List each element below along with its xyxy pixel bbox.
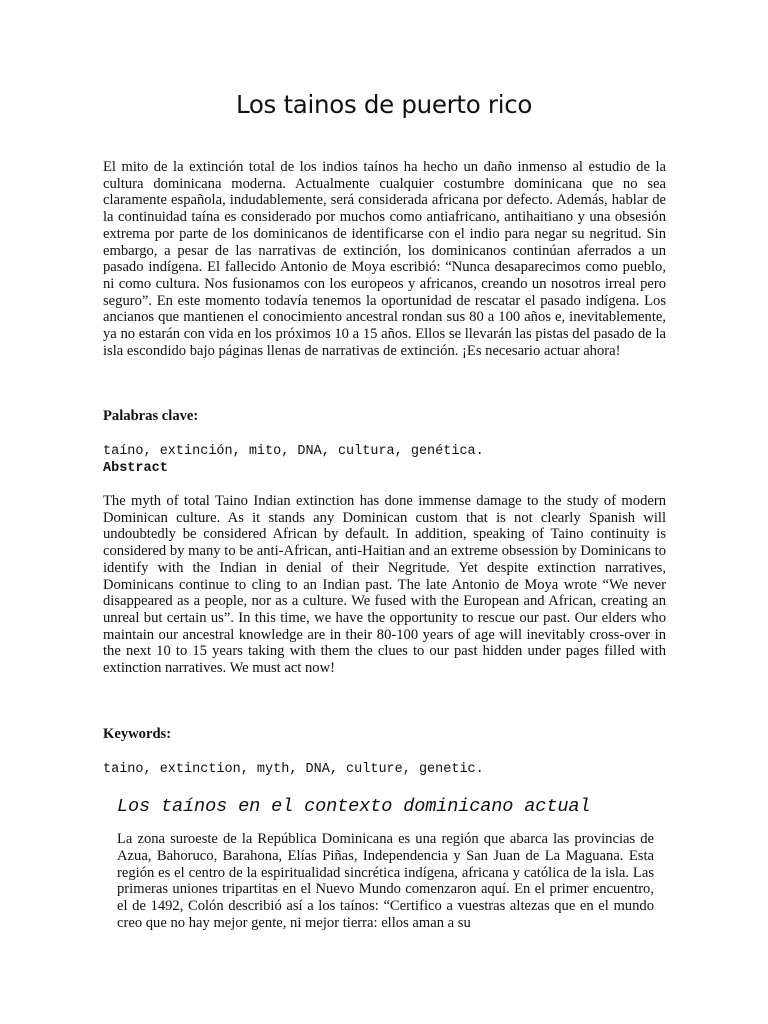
document-title: Los tainos de puerto rico <box>235 90 533 119</box>
keywords-en-label: Keywords: <box>103 726 172 742</box>
english-abstract-paragraph: The myth of total Taino Indian extinction has done immense damage to the study of modern Dominican culture. As it stands any Dominican custom that is not clearly Spanish will undoubtedly be considered African by default. In addition, speaking of Taino continuity is considered by many to be anti-African, anti-Haitian and an extreme obsession by Dominicans to identify with the Indian in denial of their Negritude. Yet despite extinction narratives, Dominicans continue to cling to an Indian past. The late Antonio de Moya wrote “We never disappeared as a people, nor as a culture. We fused with the European and African, creating an unreal but certain us”. In this time, we have the opportunity to rescue our past. Our elders who maintain our ancestral knowledge are in their 80-100 years of age will inevitably cross-over in the next 10 to 15 years taking with them the clues to our past hidden under pages filled with extinction narratives. We must act now! <box>103 493 666 677</box>
spanish-abstract-paragraph: El mito de la extinción total de los indios taínos ha hecho un daño inmenso al estudio de la cultura dominicana moderna. Actualmente cualquier costumbre dominicana que no sea claramente española, indudablemente, será considerada africana por defecto. Además, hablar de la continuidad taína es considerado por muchos como antiafricano, antihaitiano y una obsesión extrema por parte de los dominicanos de identificarse con el indio para negar su negritud. Sin embargo, a pesar de las narrativas de extinción, los dominicanos continúan aferrados a un pasado indígena. El fallecido Antonio de Moya escribió: “Nunca desaparecimos como pueblo, ni como cultura. Nos fusionamos con los europeos y africanos, creando un nosotros irreal pero seguro”. En este momento todavía tenemos la oportunidad de rescatar el pasado indígena. Los ancianos que mantienen el conocimiento ancestral rondan sus 80 a 100 años e, inevitablemente, ya no estarán con vida en los próximos 10 a 15 años. Ellos se llevarán las pistas del pasado de la isla escondido bajo páginas llenas de narrativas de extinción. ¡Es necesario actuar ahora! <box>103 159 666 359</box>
keywords-es-list: taíno, extinción, mito, DNA, cultura, genética. <box>103 444 484 459</box>
keywords-en-list: taino, extinction, myth, DNA, culture, genetic. <box>103 762 484 777</box>
section-paragraph: La zona suroeste de la República Dominicana es una región que abarca las provincias de Azua, Bahoruco, Barahona, Elías Piñas, Independencia y San Juan de La Maguana. Esta región es el centro de la espiritualidad sincrética indígena, africana y católica de la isla. Las primeras uniones tripartitas en el Nuevo Mundo comenzaron aquí. En el primer encuentro, el de 1492, Colón describió así a los taínos: “Certifico a vuestras altezas que en el mundo creo que no hay mejor gente, ni mejor tierra: ellos aman a su <box>117 831 654 931</box>
section-heading: Los taínos en el contexto dominicano actual <box>117 796 591 817</box>
keywords-es-label: Palabras clave: <box>103 408 199 424</box>
abstract-heading: Abstract <box>103 461 168 476</box>
